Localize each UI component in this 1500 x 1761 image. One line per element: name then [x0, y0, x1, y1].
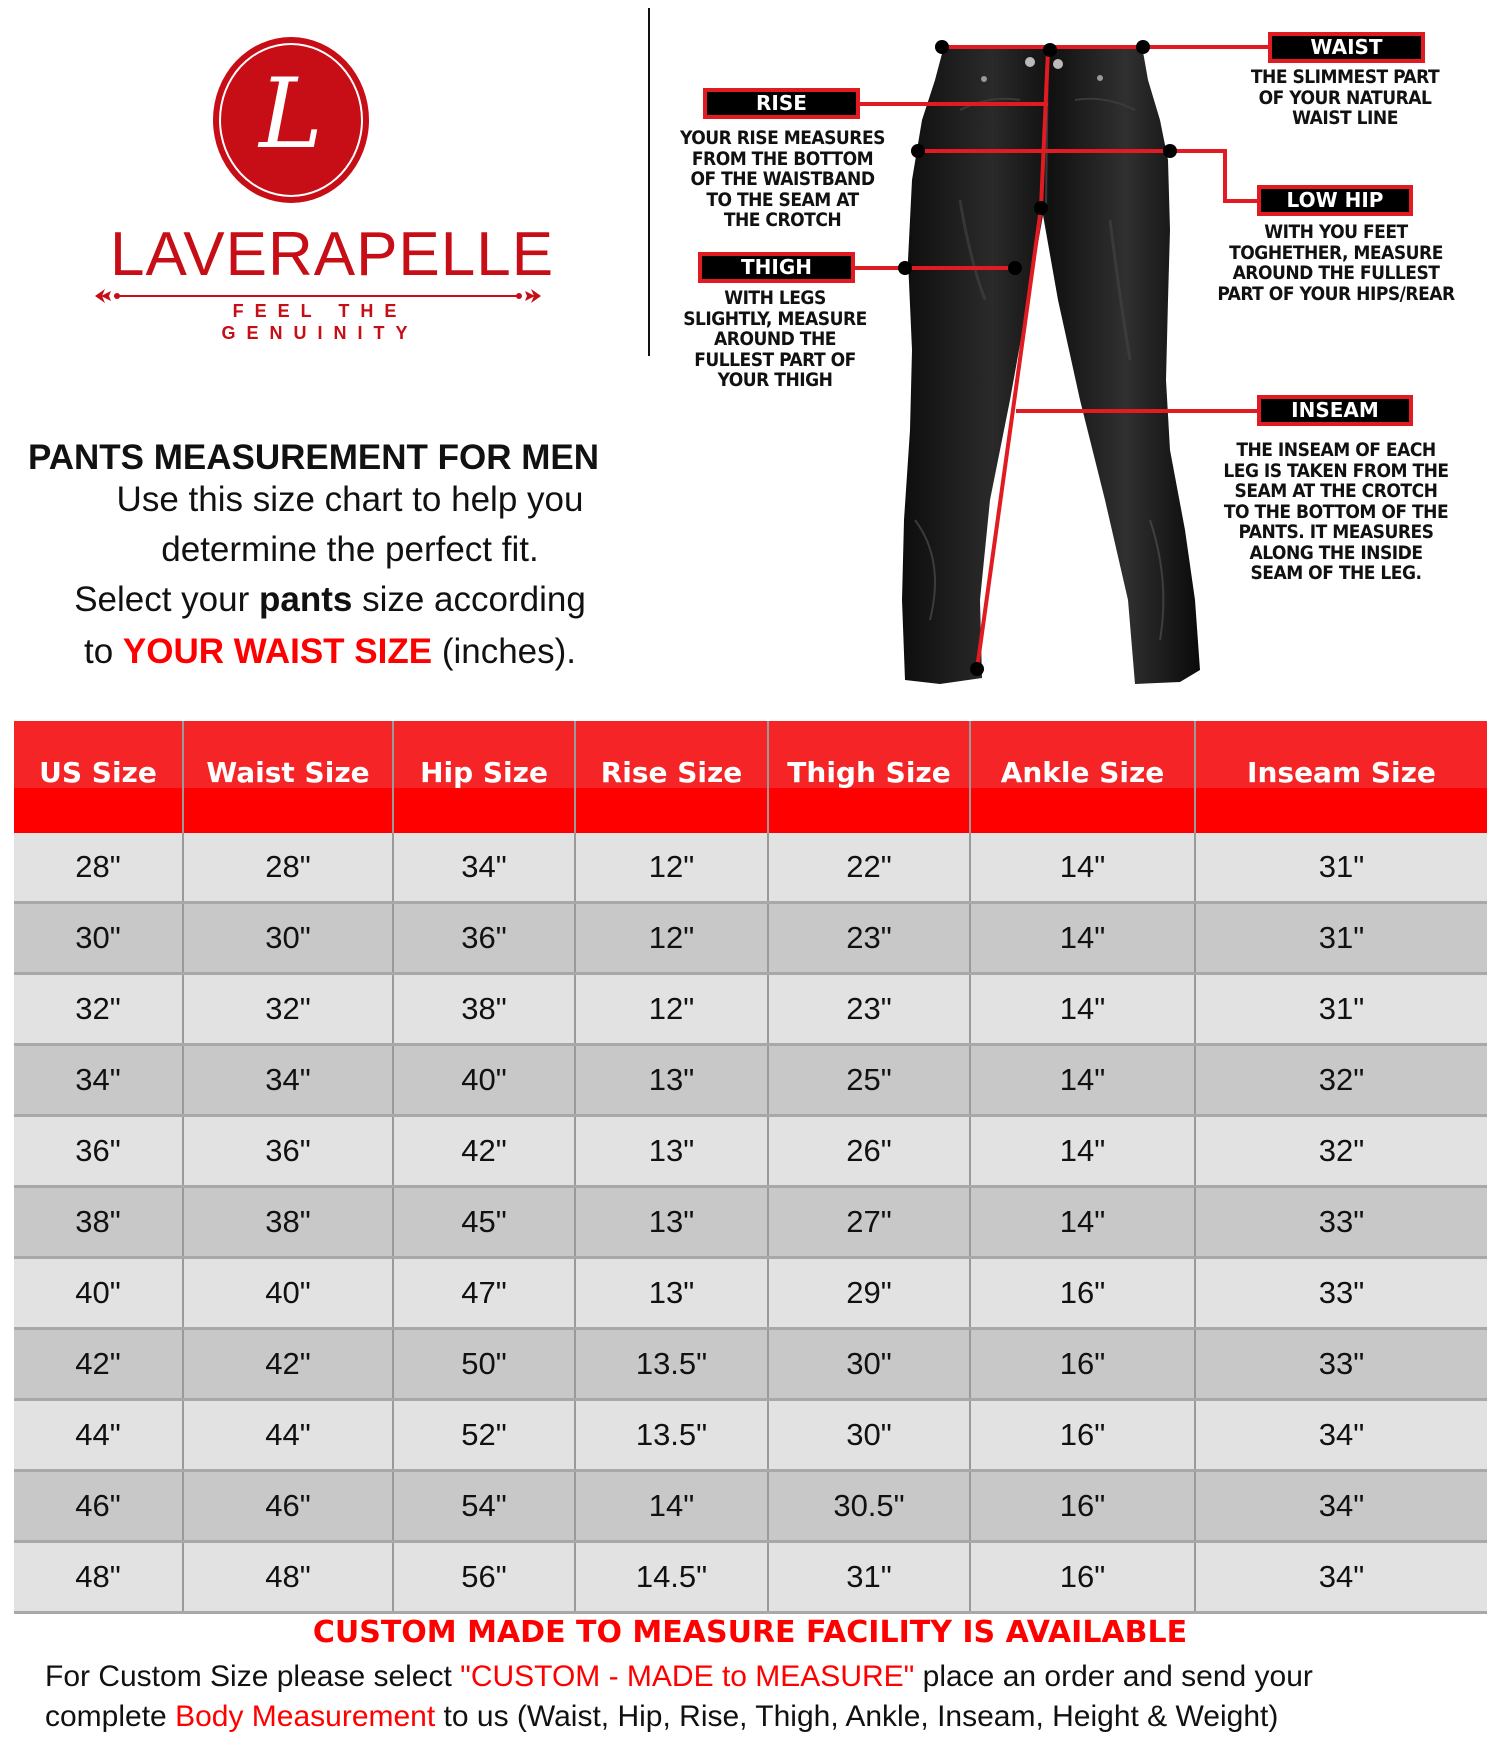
table-cell: 31" — [1195, 974, 1487, 1045]
table-row — [14, 1116, 1487, 1187]
intro-line-3 — [0, 580, 660, 620]
column-header-us-size: US Size — [14, 721, 183, 833]
rise-desc-line: YOUR RISE MEASURES — [680, 127, 885, 149]
intro-line-4 — [0, 632, 660, 672]
inseam-desc-line: THE INSEAM OF EACH — [1236, 439, 1436, 461]
table-cell: 56" — [393, 1542, 575, 1613]
table-row — [14, 903, 1487, 974]
table-cell: 13" — [575, 1187, 768, 1258]
table-cell: 14.5" — [575, 1542, 768, 1613]
table-cell: 14" — [970, 1045, 1195, 1116]
table-cell: 38" — [393, 974, 575, 1045]
size-chart-table — [14, 721, 1487, 1614]
table-body — [14, 833, 1487, 1613]
table-cell: 16" — [970, 1471, 1195, 1542]
table-row — [14, 1187, 1487, 1258]
intro-line-2: determine the perfect fit. — [161, 530, 539, 569]
table-cell: 23" — [768, 974, 970, 1045]
table-header-row — [14, 721, 1487, 833]
table-cell: 36" — [393, 903, 575, 974]
inseam-desc-line: ALONG THE INSIDE — [1249, 541, 1423, 564]
table-cell: 28" — [183, 833, 393, 903]
table-cell: 14" — [575, 1471, 768, 1542]
table-cell: 36" — [14, 1116, 183, 1187]
table-cell: 27" — [768, 1187, 970, 1258]
table-cell: 47" — [393, 1258, 575, 1329]
table-cell: 33" — [1195, 1258, 1487, 1329]
inseam-desc-line: SEAM AT THE CROTCH — [1234, 480, 1438, 502]
low-hip-label: LOW HIP — [1257, 185, 1413, 216]
table-cell: 46" — [14, 1471, 183, 1542]
thigh-label: THIGH — [698, 252, 855, 283]
rise-desc-line: THE CROTCH — [723, 209, 842, 231]
intro-line-3-suffix: size according — [352, 580, 586, 619]
table-cell: 13.5" — [575, 1400, 768, 1471]
column-header-thigh-size: Thigh Size — [768, 721, 970, 833]
table-cell: 16" — [970, 1542, 1195, 1613]
footer-line-1-suffix: place an order and send your — [914, 1660, 1313, 1693]
rise-desc-line: TO THE SEAM AT — [706, 188, 859, 211]
table-cell: 30" — [14, 903, 183, 974]
low-hip-desc-line: WITH YOU FEET — [1264, 221, 1408, 243]
waist-label: WAIST — [1268, 32, 1425, 63]
table-cell: 30.5" — [768, 1471, 970, 1542]
table-cell: 31" — [768, 1542, 970, 1613]
page-title: PANTS MEASUREMENT FOR MEN — [28, 438, 600, 477]
low-hip-desc-line: PART OF YOUR HIPS/REAR — [1217, 282, 1455, 305]
leather-pants-image — [880, 30, 1220, 690]
table-cell: 48" — [183, 1542, 393, 1613]
footer-line-1-prefix: For Custom Size please select — [45, 1660, 461, 1693]
footer-line-2-suffix: to us (Waist, Hip, Rise, Thigh, Ankle, Inseam, Height & Weight) — [435, 1700, 1279, 1733]
inseam-desc-line: TO THE BOTTOM OF THE — [1223, 500, 1449, 523]
table-cell: 34" — [393, 833, 575, 903]
table-row — [14, 1471, 1487, 1542]
footer-line-2 — [45, 1699, 1485, 1735]
column-header-ankle-size: Ankle Size — [970, 721, 1195, 833]
waist-desc-line: THE SLIMMEST PART — [1250, 66, 1440, 88]
table-cell: 40" — [393, 1045, 575, 1116]
table-cell: 14" — [970, 1116, 1195, 1187]
table-cell: 45" — [393, 1187, 575, 1258]
table-cell: 42" — [14, 1329, 183, 1400]
table-cell: 50" — [393, 1329, 575, 1400]
intro-pants: pants — [259, 580, 353, 619]
table-cell: 13" — [575, 1258, 768, 1329]
rise-desc-line: OF THE WAISTBAND — [690, 168, 875, 190]
table-cell: 30" — [183, 903, 393, 974]
custom-option-highlight: "CUSTOM - MADE to MEASURE" — [460, 1660, 915, 1693]
table-cell: 44" — [14, 1400, 183, 1471]
inseam-description — [1190, 440, 1482, 584]
table-cell: 34" — [1195, 1471, 1487, 1542]
waist-desc-line: OF YOUR NATURAL — [1258, 86, 1432, 109]
table-cell: 14" — [970, 903, 1195, 974]
logo-monogram: L — [259, 58, 323, 170]
rise-desc-line: FROM THE BOTTOM — [691, 147, 874, 170]
table-cell: 34" — [183, 1045, 393, 1116]
table-cell: 23" — [768, 903, 970, 974]
waist-desc-line: WAIST LINE — [1292, 107, 1398, 129]
intro-line-4-prefix: to — [83, 632, 123, 671]
table-cell: 44" — [183, 1400, 393, 1471]
brand-name: LAVERAPELLE — [110, 220, 555, 289]
low-hip-description — [1190, 222, 1482, 304]
column-header-rise-size: Rise Size — [575, 721, 768, 833]
thigh-desc-line: WITH LEGS — [724, 287, 826, 309]
table-cell: 12" — [575, 903, 768, 974]
table-cell: 34" — [1195, 1400, 1487, 1471]
inseam-desc-line: LEG IS TAKEN FROM THE — [1223, 459, 1449, 482]
table-row — [14, 1329, 1487, 1400]
thigh-desc-line: SLIGHTLY, MEASURE — [683, 307, 867, 330]
column-header-hip-size: Hip Size — [393, 721, 575, 833]
column-header-waist-size: Waist Size — [183, 721, 393, 833]
table-cell: 34" — [1195, 1542, 1487, 1613]
table-cell: 16" — [970, 1258, 1195, 1329]
column-header-inseam-size: Inseam Size — [1195, 721, 1487, 833]
table-cell: 36" — [183, 1116, 393, 1187]
table-cell: 33" — [1195, 1329, 1487, 1400]
table-cell: 34" — [14, 1045, 183, 1116]
table-cell: 13.5" — [575, 1329, 768, 1400]
table-cell: 12" — [575, 974, 768, 1045]
table-cell: 31" — [1195, 903, 1487, 974]
rise-label: RISE — [703, 88, 860, 119]
table-row — [14, 1542, 1487, 1613]
intro-waist-highlight: YOUR WAIST SIZE — [122, 632, 433, 671]
table-row — [14, 1258, 1487, 1329]
body-measurement-highlight: Body Measurement — [175, 1700, 436, 1733]
table-cell: 14" — [970, 1187, 1195, 1258]
thigh-desc-line: AROUND THE — [714, 328, 836, 350]
table-cell: 30" — [768, 1400, 970, 1471]
inseam-desc-line: SEAM OF THE LEG. — [1250, 562, 1422, 584]
table-cell: 31" — [1195, 833, 1487, 903]
waist-description — [1200, 67, 1490, 129]
table-row — [14, 974, 1487, 1045]
table-cell: 42" — [393, 1116, 575, 1187]
thigh-desc-line: YOUR THIGH — [717, 369, 833, 391]
table-cell: 13" — [575, 1045, 768, 1116]
custom-made-banner: CUSTOM MADE TO MEASURE FACILITY IS AVAILABLE — [312, 1615, 1188, 1650]
table-cell: 25" — [768, 1045, 970, 1116]
thigh-description — [650, 288, 900, 391]
table-row — [14, 1045, 1487, 1116]
table-cell: 32" — [1195, 1116, 1487, 1187]
table-cell: 33" — [1195, 1187, 1487, 1258]
table-cell: 46" — [183, 1471, 393, 1542]
table-cell: 54" — [393, 1471, 575, 1542]
table-cell: 38" — [14, 1187, 183, 1258]
brand-logo — [213, 37, 369, 203]
table-cell: 30" — [768, 1329, 970, 1400]
intro-line-4-suffix: (inches). — [432, 632, 577, 671]
footer-line-2-prefix: complete — [45, 1700, 176, 1733]
intro-line-1: Use this size chart to help you — [116, 480, 584, 519]
table-cell: 48" — [14, 1542, 183, 1613]
low-hip-desc-line: TOGHETHER, MEASURE — [1229, 241, 1443, 264]
table-cell: 38" — [183, 1187, 393, 1258]
inseam-desc-line: PANTS. IT MEASURES — [1238, 521, 1434, 543]
table-cell: 32" — [1195, 1045, 1487, 1116]
table-row — [14, 833, 1487, 903]
table-cell: 32" — [14, 974, 183, 1045]
table-cell: 28" — [14, 833, 183, 903]
table-cell: 16" — [970, 1329, 1195, 1400]
table-cell: 12" — [575, 833, 768, 903]
table-cell: 14" — [970, 974, 1195, 1045]
table-cell: 42" — [183, 1329, 393, 1400]
rise-description — [650, 128, 915, 231]
table-cell: 22" — [768, 833, 970, 903]
thigh-desc-line: FULLEST PART OF — [694, 348, 856, 371]
table-cell: 26" — [768, 1116, 970, 1187]
table-cell: 52" — [393, 1400, 575, 1471]
intro-line-3-prefix: Select your — [74, 580, 259, 619]
table-cell: 14" — [970, 833, 1195, 903]
table-cell: 32" — [183, 974, 393, 1045]
table-cell: 13" — [575, 1116, 768, 1187]
table-row — [14, 1400, 1487, 1471]
low-hip-desc-line: AROUND THE FULLEST — [1232, 262, 1440, 284]
brand-tagline: FEEL THE GENUINITY — [221, 301, 419, 343]
table-cell: 29" — [768, 1258, 970, 1329]
inseam-label: INSEAM — [1257, 395, 1413, 426]
table-cell: 40" — [14, 1258, 183, 1329]
table-cell: 16" — [970, 1400, 1195, 1471]
table-cell: 40" — [183, 1258, 393, 1329]
footer-line-1 — [45, 1659, 1485, 1695]
